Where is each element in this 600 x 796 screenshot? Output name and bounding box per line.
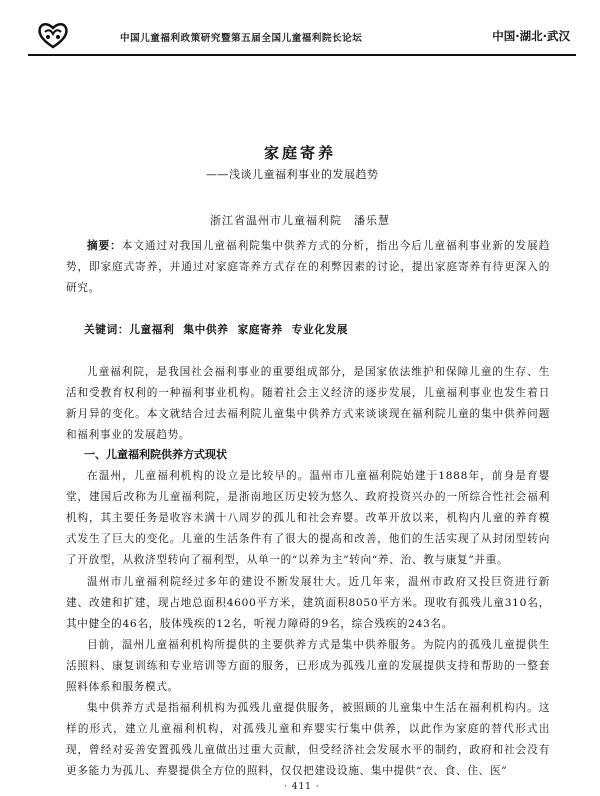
abstract-label: 摘要： bbox=[87, 240, 122, 252]
intro-paragraph: 儿童福利院，是我国社会福利事业的重要组成部分，是国家依法维护和保障儿童的生存、生活和受教育权利的一种福利事业机构。随着社会主义经济的逐步发展，儿童福利事业也发生着日新月异的变化。本文就结合过去福利院儿童集中供养方式来谈谈现在福利院儿童的集中供养问题和福利事业的发展趋势。 bbox=[66, 366, 550, 441]
keywords-label: 关键词： bbox=[84, 324, 130, 336]
body-paragraph: 集中供养方式是指福利机构为孤残儿童提供服务，被照顾的儿童集中生活在福利机构内。这样的形式，建立儿童福利机构，对孤残儿童和弃婴实行集中供养，以此作为家庭的替代形式出现，曾经对妥善安置孤残儿童做出过重大贡献，但受经济社会发展水平的制约，政府和社会没有更多能力为孤儿、弃婴提供全方位的照料，仅仅把建设设施、集中提供“衣、食、住、医” bbox=[66, 702, 550, 777]
running-header bbox=[28, 14, 576, 62]
keyword-item: 集中供养 bbox=[183, 324, 229, 336]
body-paragraph: 温州市儿童福利院经过多年的建设不断发展壮大。近几年来，温州市政府又投巨资进行新建、改建和扩建，现占地总面积4600平方米，建筑面积8050平方米。现收有孤残儿童310名，其中健全的46名，肢体残疾的12名，听视力障碍的9名，综合残疾的243名。 bbox=[66, 576, 550, 630]
article-subtitle: ——浅谈儿童福利事业的发展趋势 bbox=[206, 168, 379, 181]
keyword-item: 儿童福利 bbox=[129, 324, 175, 336]
conference-logo-icon bbox=[36, 20, 70, 50]
conference-title: 中国儿童福利政策研究暨第五届全国儿童福利院长论坛 bbox=[120, 33, 363, 44]
keyword-item: 专业化发展 bbox=[291, 324, 349, 336]
body-paragraph: 在温州，儿童福利机构的设立是比较早的。温州市儿童福利院始建于1888年，前身是育婴堂，建国后改称为儿童福利院，是浙南地区历史较为悠久、政府投资兴办的一所综合性社会福利机构，其主要任务是收容未满十八周岁的孤儿和社会弃婴。改革开放以来，机构内儿童的养育模式发生了巨大的变化。儿童的生活条件有了很大的提高和改善，他们的生活实现了从封闭型转向了开放型，从救济型转向了福利型，从单一的“以养为主”转向“养、治、教与康复”并重。 bbox=[66, 470, 550, 566]
author-line: 浙江省温州市儿童福利院 潘乐慧 bbox=[210, 214, 390, 227]
section-heading: 一、儿童福利院供养方式现状 bbox=[84, 448, 227, 461]
abstract-text: 本文通过对我国儿童福利院集中供养方式的分析，指出今后儿童福利事业新的发展趋势，即家庭式寄养，并通过对家庭寄养方式存在的利弊因素的讨论，提出家庭寄养有待更深入的研究。 bbox=[66, 240, 550, 294]
header-rule bbox=[28, 54, 576, 56]
page-number: · 411 · bbox=[284, 782, 320, 792]
article-title: 家庭寄养 bbox=[263, 144, 336, 162]
abstract bbox=[66, 236, 550, 299]
keywords bbox=[84, 320, 550, 341]
conference-location: 中国·湖北·武汉 bbox=[492, 29, 570, 43]
body-paragraph: 目前，温州儿童福利机构所提供的主要供养方式是集中供养服务。为院内的孤残儿童提供生活照料、康复训练和专业培训等方面的服务，已形成为孤残儿童的发展提供支持和帮助的一整套照料体系和服务模式。 bbox=[66, 639, 550, 693]
keyword-item: 家庭寄养 bbox=[237, 324, 283, 336]
